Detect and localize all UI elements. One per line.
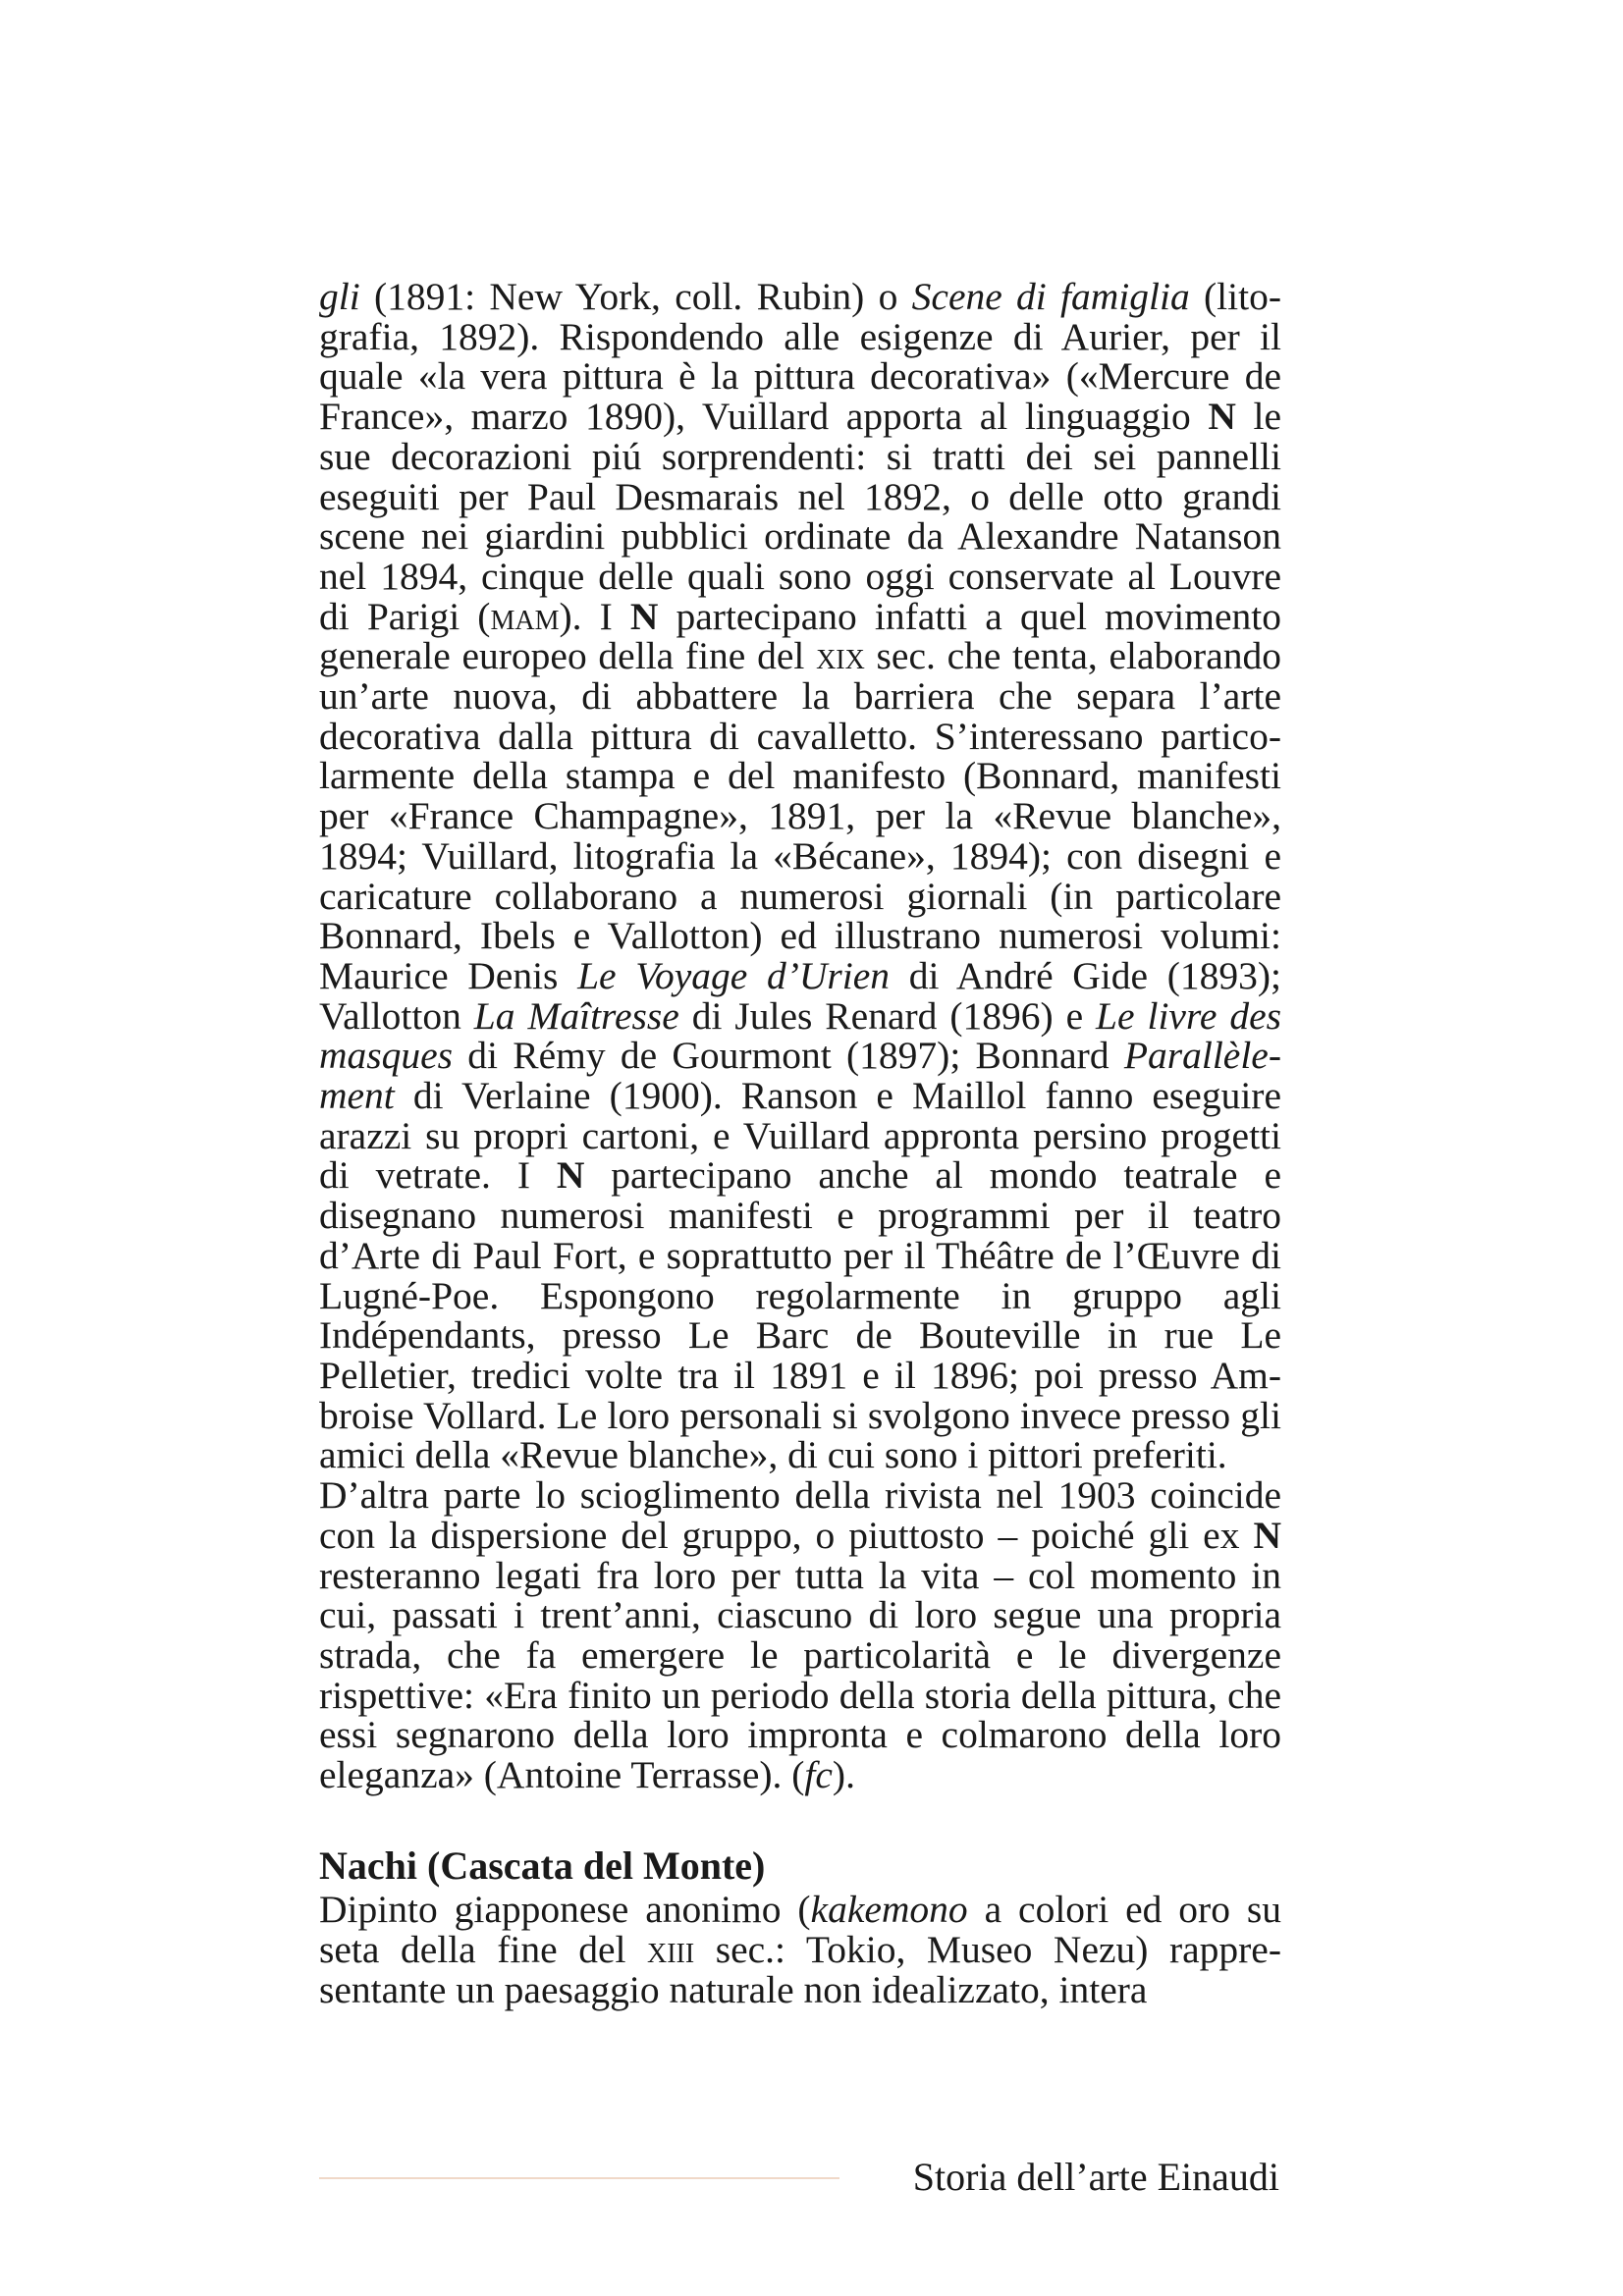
text-run: ). xyxy=(832,1753,855,1797)
text-run: di Verlaine (1900). Ranson e Maillol fanno eseguire arazzi su propri cartoni, e Vuillard appronta persino progetti di vetrate. I xyxy=(319,1074,1281,1198)
italic-text: gli xyxy=(319,275,360,318)
text-run: a colori ed oro su seta della fine del xyxy=(319,1888,1281,1972)
italic-text: fc xyxy=(804,1753,833,1797)
italic-text: La Maîtresse xyxy=(473,993,679,1038)
page-body xyxy=(319,277,1281,2010)
text-run: resteranno legati fra loro per tutta la vita – col momento in cui, passati i trent’anni, ciascuno di loro segue una propria strada, che fa emergere le particolarità e le divergenze rispettive: «Era finito un periodo della storia della pittura, che essi segnarono della loro impronta e colmarono della loro eleganza» (Antoine Terrasse). ( xyxy=(319,1553,1281,1797)
bold-abbrev: N xyxy=(629,594,659,638)
text-run: (1891: New York, coll. Rubin) o xyxy=(359,275,912,318)
text-run: sec. che tenta, elaborando un’arte nuova, di abbattere la barriera che separa l’arte decorativa dalla pittura di cavalletto. S’interessano particolarmente della stampa e del manifesto (Bonnard, manifesti per «France Champagne», 1891, per la «Revue blanche», 1894; Vuillard, litografia la «Bécane», 1894); con disegni e caricature collaborano a numerosi giornali (in particolare Bonnard, Ibels e Vallotton) ed illustrano numerosi volumi: Maurice Denis xyxy=(319,634,1281,997)
text-run: (litografia, 1892). Rispondendo alle esigenze di Aurier, per il quale «la vera pittura è la pittura decorativa» («Mercure de France», marzo 1890), Vuillard apporta al linguaggio xyxy=(319,275,1282,439)
small-caps-text: xiii xyxy=(647,1928,695,1972)
text-run: di Jules Renard (1896) e xyxy=(678,993,1097,1038)
text-run: partecipano anche al mondo teatrale e disegnano numerosi manifesti e programmi per il teatro d’Arte di Paul Fort, e soprattutto per il Théâtre de l’Œuvre di Lugné-Poe. Espongono regolarmente in gruppo agli Indépendants, presso Le Barc de Bouteville in rue Le Pelletier, tredici volte tra il 1891 e il 1896; poi presso Ambroise Vollard. Le loro personali si svolgono invece presso gli amici della «Revue blanche», di cui sono i pittori preferiti. xyxy=(319,1153,1281,1477)
text-run: D’altra parte lo scioglimento della rivista nel 1903 coincide con la dispersione del gruppo, o piuttosto – poiché gli ex xyxy=(319,1473,1281,1557)
italic-text: kakemono xyxy=(810,1888,968,1932)
text-run: di André Gide (1893); Vallotton xyxy=(319,953,1281,1038)
footer-rule xyxy=(319,2177,839,2179)
text-run: sec.: Tokio, Museo Nezu) rappresentante un paesaggio naturale non idealizzato, intera xyxy=(319,1928,1281,2011)
italic-text: Scene di famiglia xyxy=(911,275,1190,318)
bold-abbrev: N xyxy=(556,1153,585,1198)
italic-text: Parallèlement xyxy=(319,1034,1281,1118)
text-run: di Rémy de Gourmont (1897); Bonnard xyxy=(453,1034,1124,1078)
small-caps-text: xix xyxy=(816,634,865,678)
entry-heading: Nachi (Cascata del Monte) xyxy=(319,1842,766,1888)
paragraph-2 xyxy=(319,1475,1281,1795)
bold-abbrev: N xyxy=(1253,1513,1281,1557)
entry-text xyxy=(319,1890,1281,2009)
paragraph-1 xyxy=(319,277,1281,1475)
text-run: partecipano infatti a quel movimento generale europeo della fine del xyxy=(319,594,1281,678)
footer-label: Storia dell’arte Einaudi xyxy=(912,2155,1279,2199)
text-run: ). I xyxy=(559,594,630,638)
italic-text: Le Voyage d’Urien xyxy=(577,953,891,997)
text-run: le sue decorazioni piú sorprendenti: si tratti dei sei pannelli eseguiti per Paul Desmarais nel 1892, o delle otto grandi scene nei giardini pubblici ordinate da Alexandre Natanson nel 1894, cinque delle quali sono oggi conservate al Louvre di Parigi ( xyxy=(319,395,1281,638)
text-run: Dipinto giapponese anonimo ( xyxy=(319,1888,811,1932)
bold-abbrev: N xyxy=(1208,395,1236,439)
small-caps-text: mam xyxy=(490,594,560,638)
italic-text: Le livre des masques xyxy=(319,993,1282,1078)
